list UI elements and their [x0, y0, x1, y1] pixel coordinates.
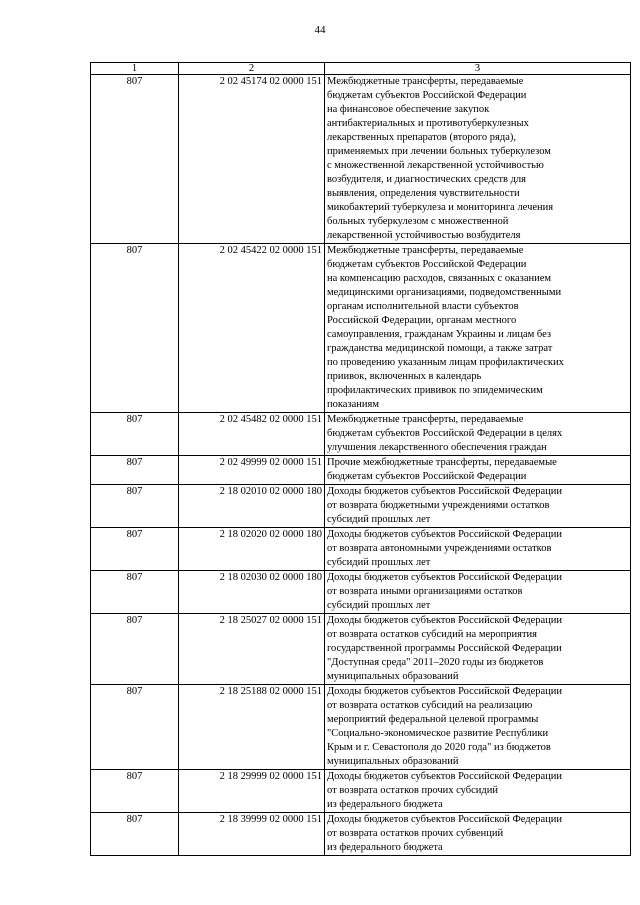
- description-cell: Межбюджетные трансферты, передаваемые бюджетам субъектов Российской Федерации на компенсацию расходов, связанных с оказанием медицинскими организациями, подведомственными органам исполнительной власти субъектов Российской Федерации, органам местного самоуправления, гражданам Украины и лицам без гражданства медицинской помощи, а также затрат по проведению указанным лицам профилактических приивок, включенных в календарь профилактических прививок по эпидемическим показаниям: [325, 244, 631, 413]
- budget-code-table: [90, 62, 631, 856]
- table-row: [91, 770, 631, 813]
- budget-code-cell: 2 18 25188 02 0000 151: [179, 685, 325, 770]
- admin-code-cell: 807: [91, 413, 179, 456]
- description-cell: Доходы бюджетов субъектов Российской Федерации от возврата остатков прочих субвенций из федерального бюджета: [325, 813, 631, 856]
- table-row: [91, 485, 631, 528]
- table-row: [91, 813, 631, 856]
- admin-code-cell: 807: [91, 244, 179, 413]
- admin-code-cell: 807: [91, 528, 179, 571]
- column-header-2: 2: [179, 63, 325, 75]
- description-cell: Доходы бюджетов субъектов Российской Федерации от возврата иными организациями остатков субсидий прошлых лет: [325, 571, 631, 614]
- table-row: [91, 685, 631, 770]
- column-header-3: 3: [325, 63, 631, 75]
- page-number: 44: [314, 24, 326, 36]
- table-row: [91, 75, 631, 244]
- description-cell: Доходы бюджетов субъектов Российской Федерации от возврата остатков субсидий на реализацию мероприятий федеральной целевой программы "Социально-экономическое развитие Республики Крым и г. Севастополя до 2020 года" из бюджетов муниципальных образований: [325, 685, 631, 770]
- budget-code-cell: 2 02 45174 02 0000 151: [179, 75, 325, 244]
- admin-code-cell: 807: [91, 485, 179, 528]
- table-row: [91, 614, 631, 685]
- table-row: [91, 244, 631, 413]
- budget-code-cell: 2 02 49999 02 0000 151: [179, 456, 325, 485]
- admin-code-cell: 807: [91, 75, 179, 244]
- admin-code-cell: 807: [91, 614, 179, 685]
- description-cell: Доходы бюджетов субъектов Российской Федерации от возврата остатков прочих субсидий из федерального бюджета: [325, 770, 631, 813]
- description-cell: Доходы бюджетов субъектов Российской Федерации от возврата остатков субсидий на мероприятия государственной программы Российской Федерации "Доступная среда" 2011–2020 годы из бюджетов муниципальных образований: [325, 614, 631, 685]
- description-cell: Прочие межбюджетные трансферты, передаваемые бюджетам субъектов Российской Федерации: [325, 456, 631, 485]
- header-row: [91, 63, 631, 75]
- description-cell: Доходы бюджетов субъектов Российской Федерации от возврата автономными учреждениями остатков субсидий прошлых лет: [325, 528, 631, 571]
- description-cell: Межбюджетные трансферты, передаваемые бюджетам субъектов Российской Федерации на финансовое обеспечение закупок антибактериальных и противотуберкулезных лекарственных препаратов (второго ряда), применяемых при лечении больных туберкулезом с множественной лекарственной устойчивостью возбудителя, и диагностических средств для выявления, определения чувствительности микобактерий туберкулеза и мониторинга лечения больных туберкулезом с множественной лекарственной устойчивостью возбудителя: [325, 75, 631, 244]
- admin-code-cell: 807: [91, 813, 179, 856]
- description-cell: Межбюджетные трансферты, передаваемые бюджетам субъектов Российской Федерации в целях улучшения лекарственного обеспечения граждан: [325, 413, 631, 456]
- budget-code-cell: 2 02 45482 02 0000 151: [179, 413, 325, 456]
- budget-code-cell: 2 18 25027 02 0000 151: [179, 614, 325, 685]
- column-header-1: 1: [91, 63, 179, 75]
- budget-code-cell: 2 18 02010 02 0000 180: [179, 485, 325, 528]
- table-row: [91, 456, 631, 485]
- table-row: [91, 571, 631, 614]
- table-row: [91, 528, 631, 571]
- budget-code-cell: 2 18 29999 02 0000 151: [179, 770, 325, 813]
- description-cell: Доходы бюджетов субъектов Российской Федерации от возврата бюджетными учреждениями остатков субсидий прошлых лет: [325, 485, 631, 528]
- table-row: [91, 413, 631, 456]
- budget-code-cell: 2 18 02030 02 0000 180: [179, 571, 325, 614]
- admin-code-cell: 807: [91, 456, 179, 485]
- budget-code-cell: 2 18 39999 02 0000 151: [179, 813, 325, 856]
- admin-code-cell: 807: [91, 770, 179, 813]
- admin-code-cell: 807: [91, 571, 179, 614]
- budget-code-cell: 2 02 45422 02 0000 151: [179, 244, 325, 413]
- budget-code-cell: 2 18 02020 02 0000 180: [179, 528, 325, 571]
- admin-code-cell: 807: [91, 685, 179, 770]
